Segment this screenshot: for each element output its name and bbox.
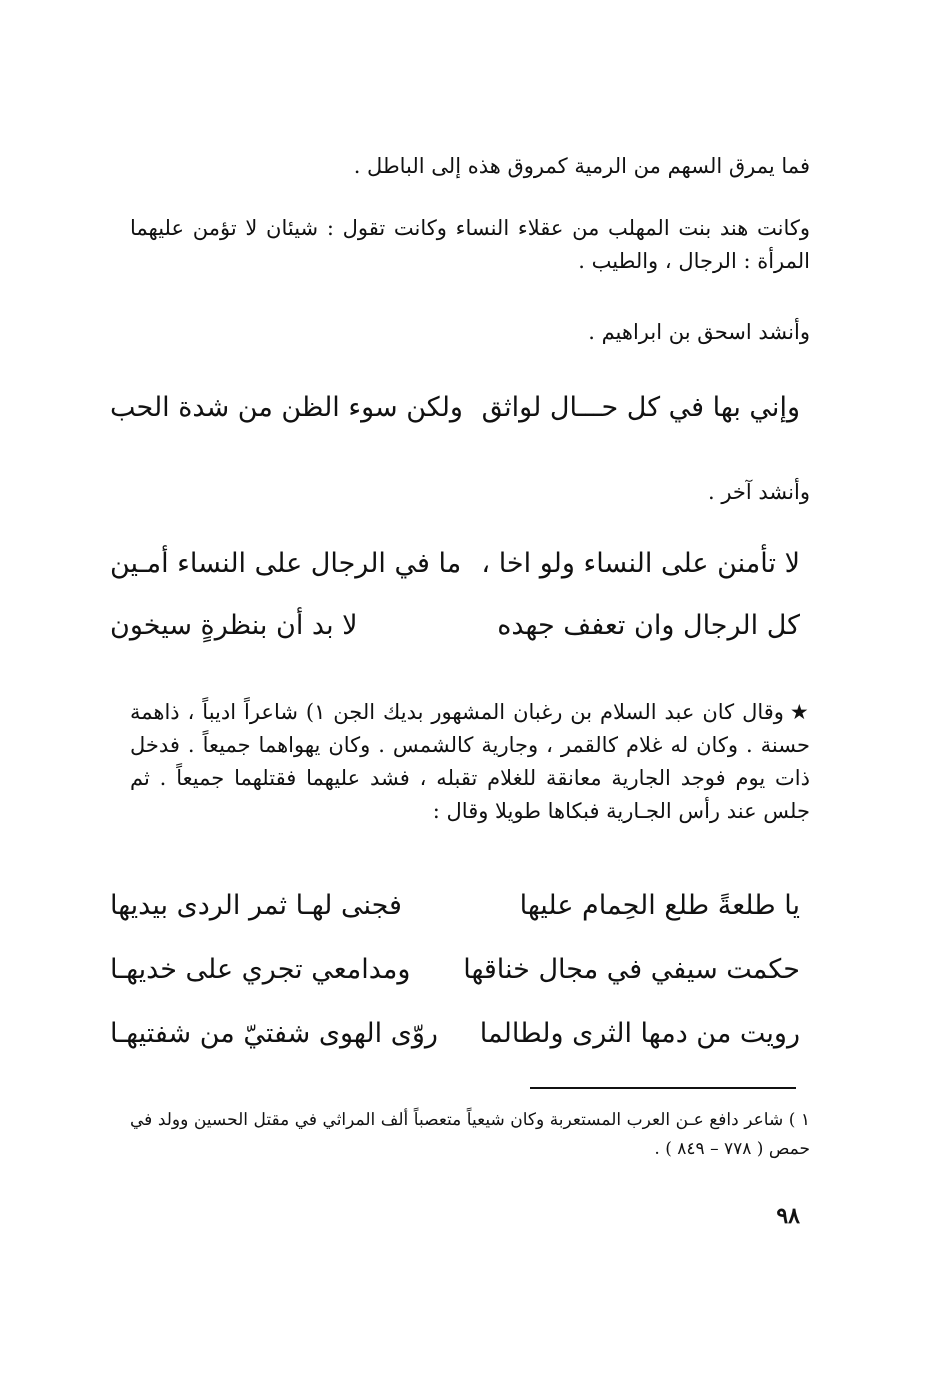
verse-first-hemistich: يا طلعةً طلع الحِمام عليها xyxy=(519,890,800,921)
verse-first-hemistich: رويت من دمها الثرى ولطالما xyxy=(479,1018,800,1049)
story-text: وقال كان عبد السلام بن رغبان المشهور بديك الجن ١) شاعراً اديباً ، ذاهمة حسنة . وكان له غلام كالقمر ، وجارية كالشمس . وكان يهواهما جميعاً . فدخل ذات يوم فوجد الجارية معانقة للغلام تقبله ، فشد عليهما فقتلهما جميعاً . ثم جلس عند رأس الجـارية فبكاها طويلا وقال : xyxy=(130,700,810,823)
verse-line xyxy=(110,886,800,926)
verse-second-hemistich: ومدامعي تجري على خديهـا xyxy=(110,954,411,985)
paragraph-another-intro: وأنشد آخر . xyxy=(707,480,810,504)
verse-second-hemistich: لا بد أن بنظرةٍ سيخون xyxy=(110,610,358,641)
verse-second-hemistich: روّى الهوى شفتيّ من شفتيهـا xyxy=(110,1018,438,1049)
footnote: ١ ) شاعر دافع عـن العرب المستعربة وكان شيعياً متعصباً ألف المراثي في مقتل الحسين وولد في حمص ( ٧٧٨ – ٨٤٩ ) . xyxy=(130,1110,810,1159)
paragraph-dik-al-jinn xyxy=(130,696,810,828)
verse-line xyxy=(110,606,800,646)
verse-line xyxy=(110,544,800,584)
verse-second-hemistich: ما في الرجال على النساء أمـين xyxy=(110,548,462,579)
verse-first-hemistich: كل الرجال وان تعفف جهده xyxy=(497,610,800,641)
footnote-divider xyxy=(530,1087,796,1089)
verse-first-hemistich: لا تأمنن على النساء ولو اخا ، xyxy=(481,548,800,579)
paragraph-hind: وكانت هند بنت المهلب من عقلاء النساء وكانت تقول : شيئان لا تؤمن عليهما المرأة : الرجال ، والطيب . xyxy=(130,216,810,273)
paragraph-opening: فما يمرق السهم من الرمية كمروق هذه إلى الباطل . xyxy=(353,154,810,178)
verse-line xyxy=(110,1014,800,1054)
verse-line xyxy=(110,950,800,990)
paragraph-ishaq-intro: وأنشد اسحق بن ابراهيم . xyxy=(588,320,810,344)
page-number: ٩٨ xyxy=(776,1203,800,1229)
star-icon: ★ xyxy=(789,700,811,724)
verse-line xyxy=(110,388,800,428)
verse-first-hemistich: حكمت سيفي في مجال خناقها xyxy=(463,954,800,985)
verse-second-hemistich: ولكن سوء الظن من شدة الحب xyxy=(110,392,463,423)
verse-second-hemistich: فجنى لهـا ثمر الردى بيديها xyxy=(110,890,402,921)
verse-first-hemistich: وإني بها في كل حـــال لواثق xyxy=(481,392,800,423)
